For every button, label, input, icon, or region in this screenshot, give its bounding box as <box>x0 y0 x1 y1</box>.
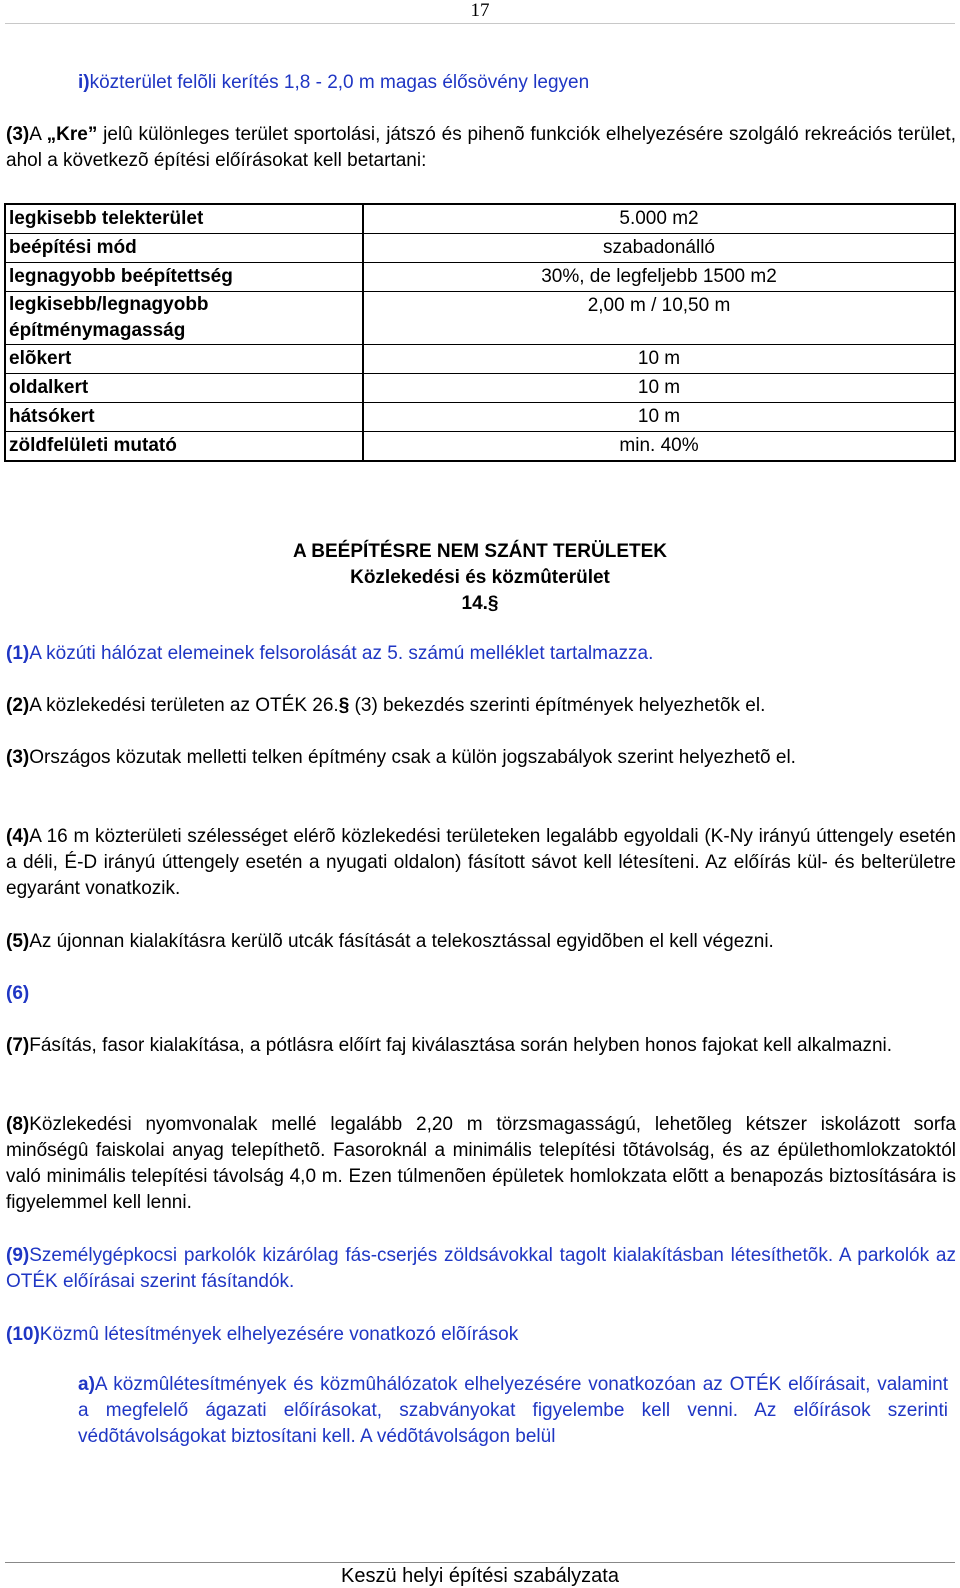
paragraph-number: (8) <box>6 1114 30 1135</box>
item-a-label: a) <box>78 1374 95 1395</box>
paragraph-sign: § <box>487 593 499 614</box>
paragraph-text: Az újonnan kialakításra kerülõ utcák fásítását a telekosztással egyidõben el kell végezni. <box>29 931 774 952</box>
table-row <box>5 234 955 263</box>
table-row <box>5 204 955 234</box>
paragraph-9 <box>6 1243 956 1295</box>
paragraph-number: (2) <box>6 695 30 716</box>
item-a-text: A közmûlétesítmények és közmûhálózatok elhelyezésére vonatkozóan az OTÉK előírásait, valamint a megfelelő ágazati előírásokat, szabványokat figyelembe kell venni. Az előírások szerinti védõtávolságokat biztosítani kell. A védõtávolságon belül <box>78 1374 948 1447</box>
table-value: szabadonálló <box>363 234 955 263</box>
paragraph-5 <box>6 929 956 955</box>
paragraph-number: (7) <box>6 1035 30 1056</box>
table-key: hátsókert <box>5 403 363 432</box>
table-value: 2,00 m / 10,50 m <box>363 292 955 345</box>
paragraph-number: (6) <box>6 983 30 1004</box>
paragraph-number: (10) <box>6 1324 40 1345</box>
paragraph-number: (9) <box>6 1245 30 1266</box>
kre-post: jelû különleges terület sportolási, játszó és pihenõ funkciók elhelyezésére szolgáló rekreációs terület, ahol a következõ építési előírásokat kell betartani: <box>6 124 956 171</box>
table-key: beépítési mód <box>5 234 363 263</box>
paragraph-text: (3) bekezdés szerinti építmények helyezhetõk el. <box>349 695 766 716</box>
paragraph-text: Közmû létesítmények elhelyezésére vonatkozó elõírások <box>39 1324 519 1345</box>
paragraph-text: Országos közutak melletti telken építmény csak a külön jogszabályok szerint helyezhetõ el. <box>29 747 796 768</box>
table-key: zöldfelületi mutató <box>5 432 363 462</box>
paragraph-4 <box>6 824 956 902</box>
table-row <box>5 432 955 462</box>
paragraph-sign: § <box>338 695 350 716</box>
kre-number: (3) <box>6 124 30 145</box>
paragraph-3 <box>6 745 956 771</box>
page-footer: Keszü helyi építési szabályzata <box>341 1565 619 1587</box>
paragraph-number: (1) <box>6 643 30 664</box>
item-i <box>78 70 948 96</box>
paragraph-8 <box>6 1112 956 1216</box>
table-row <box>5 403 955 432</box>
table-value: 10 m <box>363 403 955 432</box>
page-number: 17 <box>470 0 490 21</box>
kre-paragraph <box>6 122 956 174</box>
section-number-text: 14. <box>461 593 488 614</box>
table-value: min. 40% <box>363 432 955 462</box>
table-row <box>5 345 955 374</box>
paragraph-6 <box>6 981 956 1007</box>
paragraph-10 <box>6 1322 956 1348</box>
paragraph-number: (3) <box>6 747 30 768</box>
table-value: 5.000 m2 <box>619 208 699 229</box>
table-row <box>5 374 955 403</box>
table-row <box>5 263 955 292</box>
item-i-text: közterület felõli kerítés 1,8 - 2,0 m magas élősövény legyen <box>89 72 590 93</box>
paragraph-text: Közlekedési nyomvonalak mellé legalább 2,20 m törzsmagasságú, lehetõleg kétszer iskolázott sorfa minőségû faiskolai anyag telepíthetõ. Fasoroknál a minimális telepítési tõtávolság, és az épülethomlokzatoktól való minimális telepítési távolság 4,0 m. Ezen túlmenõen épületek homlokzata elõtt a benapozás biztosítására is figyelemmel kell lenni. <box>6 1114 956 1213</box>
paragraph-number: (5) <box>6 931 30 952</box>
item-i-label: i) <box>78 72 90 93</box>
table-key: legnagyobb beépítettség <box>5 263 363 292</box>
footer-divider <box>5 1562 955 1563</box>
section-subtitle: Közlekedési és közmûterület <box>350 567 610 588</box>
paragraph-text: A közúti hálózat elemeinek felsorolását az 5. számú melléklet tartalmazza. <box>29 643 654 664</box>
header-divider <box>5 23 955 24</box>
table-key: legkisebb/legnagyobb építménymagasság <box>5 292 363 345</box>
paragraph-number: (4) <box>6 826 30 847</box>
paragraph-text: A közlekedési területen az OTÉK 26. <box>29 695 339 716</box>
table-value: 10 m <box>363 374 955 403</box>
kre-code: „Kre” <box>46 124 98 145</box>
section-number <box>0 591 960 617</box>
building-rules-table <box>4 203 956 462</box>
item-a <box>78 1372 948 1450</box>
paragraph-text: A 16 m közterületi szélességet elérõ közlekedési területeken legalább egyoldali (K-Ny irányú úttengely esetén a déli, É-D irányú úttengely esetén a nyugati oldalon) fásított sávot kell létesíteni. Az előírás kül- és belterületre egyaránt vonatkozik. <box>6 826 956 899</box>
paragraph-text: Személygépkocsi parkolók kizárólag fás-cserjés zöldsávokkal tagolt kialakításban létesíthetõk. A parkolók az OTÉK előírásai szerint fásítandók. <box>6 1245 956 1292</box>
section-title: A BEÉPÍTÉSRE NEM SZÁNT TERÜLETEK <box>292 541 668 562</box>
table-row <box>5 292 955 345</box>
paragraph-1 <box>6 641 956 667</box>
table-value: 10 m <box>363 345 955 374</box>
kre-pre: A <box>29 124 47 145</box>
table-key: oldalkert <box>5 374 363 403</box>
table-key: elõkert <box>5 345 363 374</box>
paragraph-2 <box>6 693 956 719</box>
table-value: 30%, de legfeljebb 1500 m2 <box>363 263 955 292</box>
paragraph-text: Fásítás, fasor kialakítása, a pótlásra előírt faj kiválasztása során helyben honos fajokat kell alkalmazni. <box>29 1035 893 1056</box>
paragraph-7 <box>6 1033 956 1059</box>
table-key: legkisebb telekterület <box>5 204 363 234</box>
